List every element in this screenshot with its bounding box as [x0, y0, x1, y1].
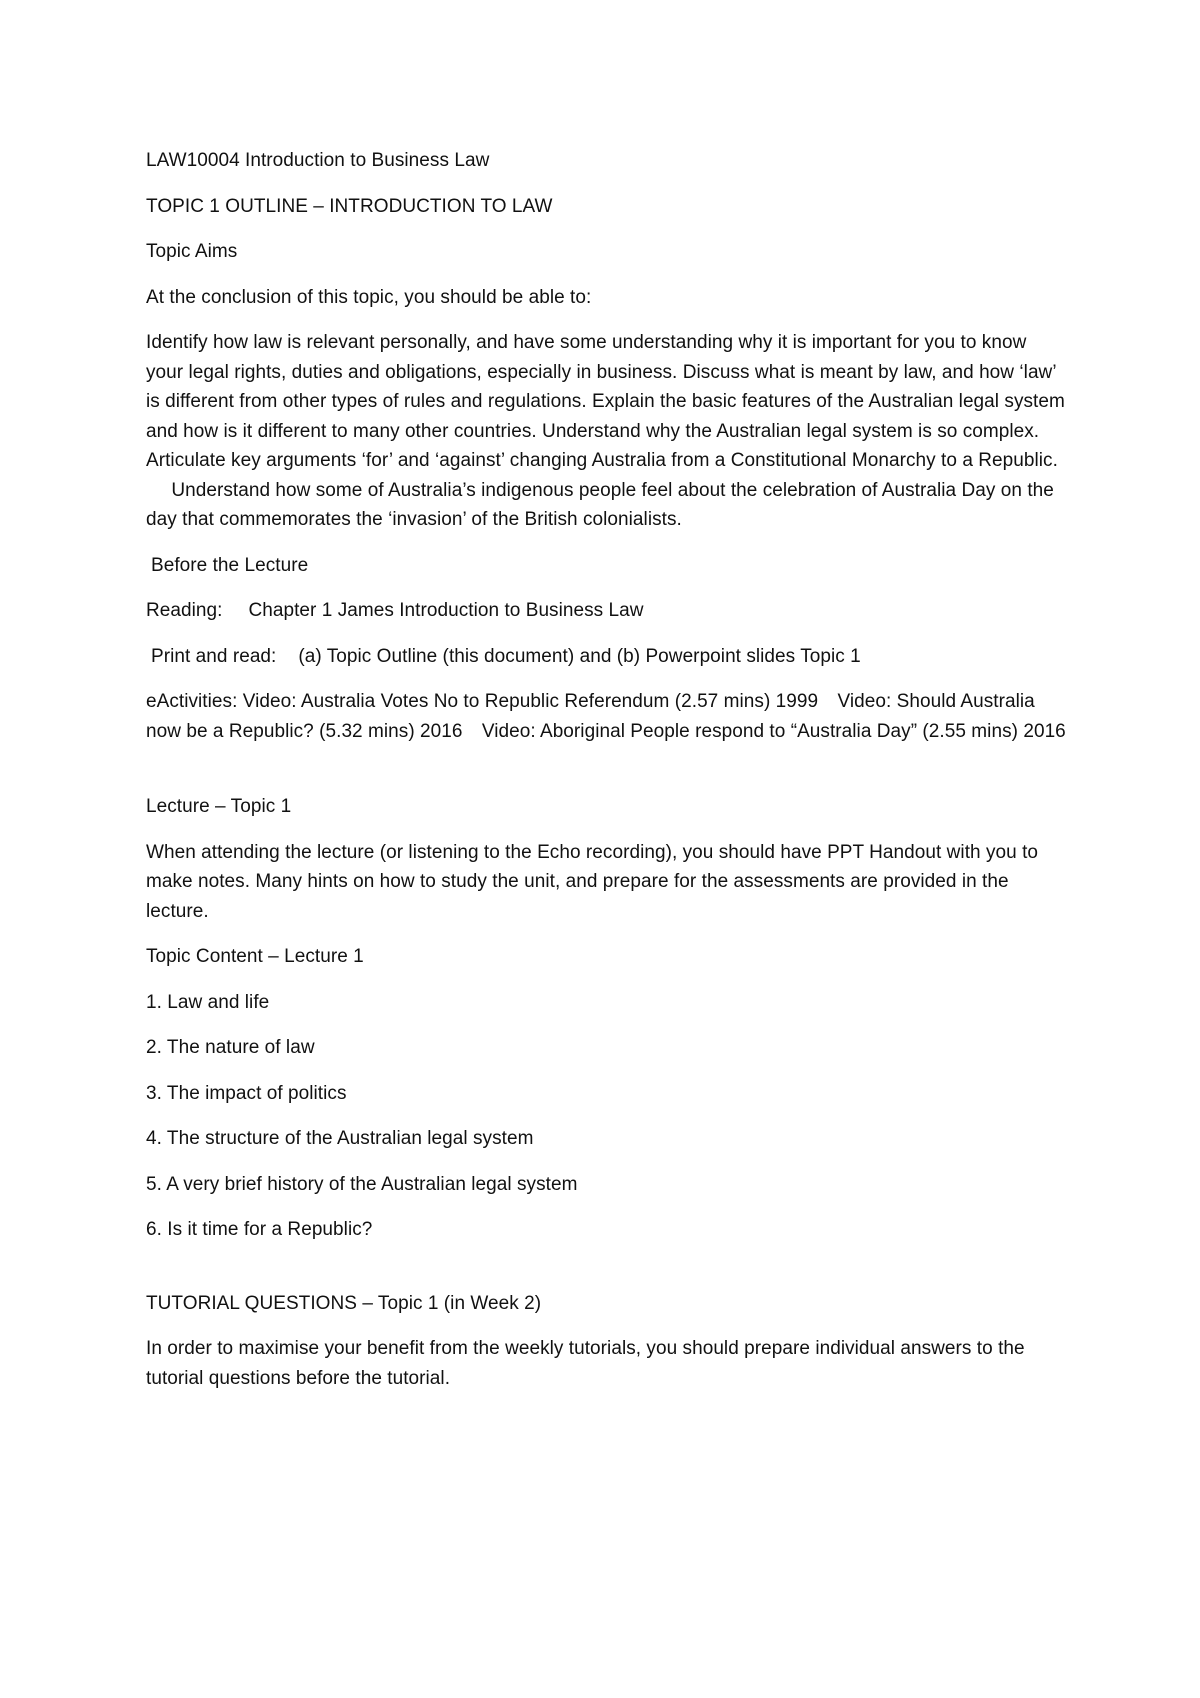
- topic-outline-heading: TOPIC 1 OUTLINE – INTRODUCTION TO LAW: [146, 195, 553, 217]
- document-title: LAW10004 Introduction to Business Law: [146, 150, 490, 171]
- reading-line: [146, 596, 1066, 626]
- list-item: 4. The structure of the Australian legal system: [146, 1128, 534, 1149]
- video-referendum: Australia Votes No to Republic Referendum (2.57 mins) 1999: [300, 691, 819, 712]
- before-lecture-heading: Before the Lecture: [151, 554, 309, 576]
- aim-republic-arguments: Articulate key arguments ‘for’ and ‘against’ changing Australia from a Constitutional Monarchy to a Republic.: [146, 450, 1058, 471]
- document-page: [146, 146, 1066, 1409]
- list-item: 3. The impact of politics: [146, 1082, 347, 1104]
- video-label: Video:: [242, 691, 297, 712]
- lecture-heading: Lecture – Topic 1: [146, 796, 292, 817]
- list-item: 2. The nature of law: [146, 1037, 315, 1058]
- reading-label: Reading:: [146, 600, 223, 621]
- lecture-paragraph: When attending the lecture (or listening to the Echo recording), you should have PPT Handout with you to make notes. Many hints on how to study the unit, and prepare for the assessments are provided in the lecture.: [146, 841, 1039, 922]
- topic-aims-intro: At the conclusion of this topic, you should be able to:: [146, 286, 592, 308]
- eactivities-paragraph: [146, 687, 1066, 746]
- video-aboriginal: Aboriginal People respond to “Australia Day” (2.55 mins) 2016: [539, 720, 1066, 742]
- tutorial-paragraph: In order to maximise your benefit from the weekly tutorials, you should prepare individual answers to the tutorial questions before the tutorial.: [146, 1338, 1025, 1389]
- aim-law-meaning: Discuss what is meant by law, and how ‘law’ is different from other types of rules and regulations.: [146, 361, 1056, 412]
- list-item: 5. A very brief history of the Australian legal system: [146, 1173, 578, 1195]
- aim-australia-day: Understand how some of Australia’s indigenous people feel about the celebration of Australia Day on the day that commemorates the ‘invasion’ of the British colonialists.: [146, 479, 1054, 530]
- print-read-label: Print and read:: [151, 645, 277, 667]
- print-read-line: [146, 642, 1066, 672]
- print-read-value: (a) Topic Outline (this document) and (b) Powerpoint slides Topic 1: [298, 645, 861, 667]
- aim-legal-features: Explain the basic features of the Australian legal system and how is it different to many other countries.: [146, 391, 1065, 442]
- topic-aims-heading: Topic Aims: [146, 241, 238, 262]
- topic-aims-paragraph: [146, 328, 1066, 535]
- list-item: 1. Law and life: [146, 991, 270, 1013]
- aim-relevance: Identify how law is relevant personally, and have some understanding why it is important for you to know your legal rights, duties and obligations, especially in business.: [146, 332, 1027, 383]
- aim-complexity: Understand why the Australian legal system is so complex.: [542, 420, 1040, 442]
- list-item: 6. Is it time for a Republic?: [146, 1219, 373, 1240]
- reading-value: Chapter 1 James Introduction to Business Law: [248, 600, 644, 621]
- video-republic: Should Australia now be a Republic? (5.32 mins) 2016: [146, 691, 1035, 742]
- topic-content-heading: Topic Content – Lecture 1: [146, 946, 364, 967]
- video-label: Video:: [837, 691, 892, 712]
- eactivities-label: eActivities:: [146, 691, 238, 712]
- tutorial-heading: TUTORIAL QUESTIONS – Topic 1 (in Week 2): [146, 1292, 542, 1314]
- video-label: Video:: [481, 720, 536, 742]
